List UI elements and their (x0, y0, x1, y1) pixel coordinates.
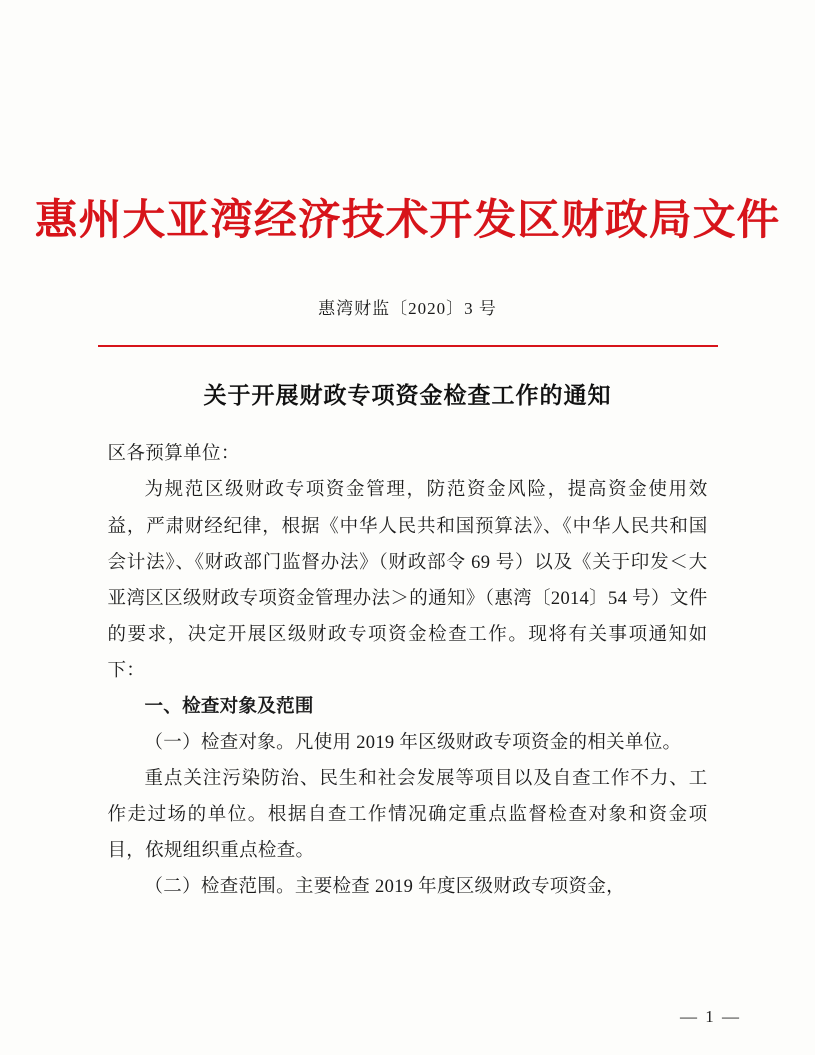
salutation: 区各预算单位： (107, 444, 240, 465)
document-body (108, 436, 708, 905)
document-number: 惠湾财监〔2020〕3 号 (318, 299, 497, 319)
letterhead-title: 惠州大亚湾经济技术开发区财政局文件 (34, 198, 781, 244)
document-subject-title: 关于开展财政专项资金检查工作的通知 (203, 383, 612, 409)
paragraph-section-one: 一、检查对象及范围 (144, 696, 314, 717)
paragraph-item-one-detail: 重点关注污染防治、民生和社会发展等项目以及自查工作不力、工作走过场的单位。根据自查工作情况确定重点监督检查对象和资金项目，依规组织重点检查。 (107, 768, 708, 862)
page-number: — 1 — (680, 1007, 741, 1026)
paragraph-item-one: （一）检查对象。凡使用 2019 年区级财政专项资金的相关单位。 (144, 732, 682, 753)
red-divider-rule (98, 345, 718, 347)
paragraph-intro: 为规范区级财政专项资金管理，防范资金风险，提高资金使用效益，严肃财经纪律，根据《中华人民共和国预算法》、《中华人民共和国会计法》、《财政部门监督办法》（财政部令 69 号）以及《关于印发＜大亚湾区区级财政专项资金管理办法＞的通知》（惠湾〔2014〕54 号）文件的要求，决定开展区级财政专项资金检查工作。现将有关事项通知如下： (107, 480, 708, 681)
paragraph-item-two: （二）检查范围。主要检查 2019 年度区级财政专项资金， (144, 877, 625, 898)
document-letterhead (0, 0, 815, 246)
